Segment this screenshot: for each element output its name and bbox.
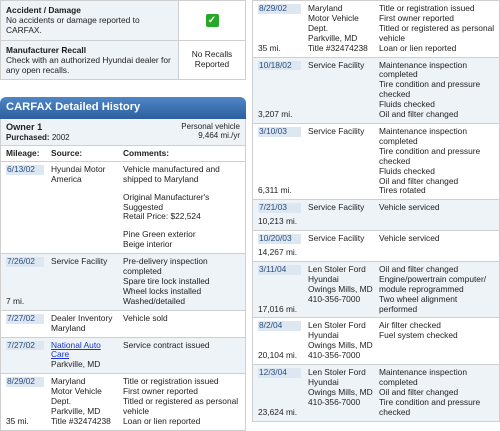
source-line: Maryland [308, 3, 343, 13]
history-record [0, 254, 246, 311]
history-record [252, 1, 500, 58]
comment-line: Titled or registered as personal vehicle [123, 396, 239, 416]
source-line: Owings Mills, MD [308, 386, 373, 397]
source-line: 410-356-7000 [308, 293, 361, 304]
record-source-cell [305, 262, 376, 318]
record-comments-cell [376, 231, 499, 261]
comment-line: Original Manufacturer's Suggested [123, 191, 210, 212]
record-comments-cell [120, 254, 245, 310]
comment-line: Tire condition and pressure checked [379, 396, 481, 417]
source-link[interactable]: National Auto Care [51, 339, 101, 360]
record-mileage-cell [1, 162, 48, 253]
record-mileage-cell [253, 365, 305, 421]
summary-table [0, 0, 246, 80]
owner-row [0, 119, 246, 146]
summary-row-accident [0, 0, 246, 41]
record-date: 3/10/03 [258, 127, 301, 137]
comment-line: Oil and filter changed [379, 175, 459, 186]
source-line: Hyundai Motor America [51, 163, 106, 184]
source-line: Maryland [51, 322, 86, 333]
comment-line: Title or registration issued [379, 3, 475, 13]
record-mileage-cell [253, 58, 305, 123]
record-date: 10/20/03 [258, 234, 301, 244]
record-comments-cell [120, 374, 245, 430]
source-line: Title #32474238 [51, 415, 111, 426]
source-line: Len Stoler Ford Hyundai [308, 263, 366, 284]
record-comments-cell [376, 365, 499, 421]
check-icon: ✓ [206, 14, 219, 27]
record-date: 6/13/02 [6, 165, 44, 175]
record-source-cell [305, 231, 376, 261]
summary-desc: No accidents or damage reported to CARFAX. [6, 14, 140, 35]
history-record [252, 200, 500, 231]
record-source-cell [305, 124, 376, 199]
comment-line: First owner reported [123, 386, 198, 397]
source-line: Parkville, MD [51, 359, 101, 370]
record-odometer: 35 mi. [258, 42, 281, 53]
source-line: Service Facility [308, 125, 365, 136]
record-odometer: 6,311 mi. [258, 185, 292, 196]
right-column [252, 0, 500, 417]
comment-line: Oil and filter changed [379, 386, 459, 397]
summary-value [179, 1, 245, 40]
comment-line: Wheel locks installed [123, 285, 202, 296]
record-mileage-cell [253, 1, 305, 57]
purchased-year: 2002 [51, 132, 70, 142]
source-line: Dept. [308, 22, 329, 33]
history-record [0, 374, 246, 431]
record-source-cell [48, 374, 120, 430]
source-line: Motor Vehicle [308, 12, 359, 23]
record-source-cell [48, 254, 120, 310]
source-line: Title #32474238 [308, 42, 368, 53]
record-comments-cell [376, 124, 499, 199]
source-line: 410-356-7000 [308, 396, 361, 407]
purchased-info [6, 133, 70, 142]
column-headers [0, 146, 246, 162]
record-mileage-cell [253, 200, 305, 230]
record-comments-cell [120, 162, 245, 253]
comment-line: Washed/detailed [123, 295, 186, 306]
comment-line: Maintenance inspection completed [379, 367, 467, 387]
record-odometer: 14,267 mi. [258, 247, 298, 258]
record-comments-cell [376, 1, 499, 57]
record-comments-cell [376, 318, 499, 364]
record-date: 10/18/02 [258, 61, 301, 71]
record-comments-cell [120, 338, 245, 374]
source-line: Owings Mills, MD [308, 340, 373, 351]
comment-line: Pre-delivery inspection completed [123, 256, 208, 277]
record-date: 8/29/02 [258, 4, 301, 14]
vehicle-type: Personal vehicle [181, 121, 240, 131]
comment-line: Oil and filter changed [379, 109, 459, 120]
comment-line: Loan or lien reported [379, 42, 457, 53]
comment-line: First owner reported [379, 12, 454, 23]
record-date: 8/2/04 [258, 321, 301, 331]
record-comments-cell [120, 311, 245, 337]
record-date: 7/27/02 [6, 341, 44, 351]
history-record [0, 162, 246, 254]
comment-line: Fluids checked [379, 99, 435, 110]
history-record [252, 365, 500, 422]
history-record [252, 318, 500, 365]
owner-info [6, 122, 70, 142]
record-date: 7/21/03 [258, 203, 301, 213]
comment-line: Vehicle sold [123, 312, 168, 323]
source-line: Service Facility [308, 59, 365, 70]
record-source-cell [305, 318, 376, 364]
record-mileage-cell [1, 338, 48, 374]
record-comments-cell [376, 58, 499, 123]
comment-line: Air filter checked [379, 320, 441, 331]
record-date: 3/11/04 [258, 265, 301, 275]
source-header: Source: [51, 147, 83, 158]
source-line: Service Facility [308, 233, 365, 244]
source-line: Owings Mills, MD [308, 283, 373, 294]
comment-line: Maintenance inspection completed [379, 59, 467, 80]
right-record-list [252, 0, 500, 422]
comment-line: Loan or lien reported [123, 415, 201, 426]
comments-header: Comments: [123, 147, 170, 158]
owner-usage [181, 122, 240, 142]
history-record [0, 311, 246, 338]
comment-line: Vehicle manufactured and shipped to Maryland [123, 163, 220, 184]
summary-title: Accident / Damage [6, 5, 81, 15]
history-title: CARFAX Detailed History [0, 97, 246, 118]
summary-text [1, 41, 179, 80]
history-record [252, 262, 500, 319]
comment-line: Pine Green exterior [123, 229, 196, 240]
record-comments-cell [376, 262, 499, 318]
record-date: 8/29/02 [6, 377, 44, 387]
source-line: Dealer Inventory [51, 312, 113, 323]
comment-line: Vehicle serviced [379, 233, 440, 244]
record-mileage-cell [253, 124, 305, 199]
source-line: Maryland [51, 376, 86, 387]
record-odometer: 10,213 mi. [258, 216, 298, 227]
comment-line: Titled or registered as personal vehicle [379, 22, 495, 43]
comment-line: Tire condition and pressure checked [379, 79, 481, 100]
record-mileage-cell [253, 231, 305, 261]
summary-value: No Recalls Reported [191, 49, 233, 70]
history-record [252, 58, 500, 124]
record-date: 7/26/02 [6, 257, 44, 267]
comment-line: Maintenance inspection completed [379, 125, 467, 146]
comment-line: Tire condition and pressure checked [379, 145, 481, 166]
record-source-cell [305, 200, 376, 230]
comment-line: Beige interior [123, 239, 173, 250]
comment-line: Title or registration issued [123, 376, 219, 387]
summary-text [1, 1, 179, 40]
comment-line: Retail Price: $22,524 [123, 211, 201, 222]
record-odometer: 7 mi. [6, 295, 25, 306]
record-source-cell [48, 162, 120, 253]
miles-per-year: 9,464 mi./yr [198, 131, 240, 141]
record-mileage-cell [253, 262, 305, 318]
source-line: 410-356-7000 [308, 350, 361, 361]
summary-desc: Check with an authorized Hyundai dealer for any open recalls. [6, 54, 171, 75]
comment-line: Fuel system checked [379, 330, 458, 341]
comment-line: Service contract issued [123, 339, 210, 350]
record-source-cell [48, 311, 120, 337]
record-mileage-cell [253, 318, 305, 364]
record-date: 12/3/04 [258, 368, 301, 378]
record-odometer: 35 mi. [6, 415, 29, 426]
left-record-list [0, 162, 246, 431]
source-line: Service Facility [51, 256, 108, 267]
comment-line: Tires rotated [379, 185, 426, 196]
record-source-cell [305, 58, 376, 123]
comment-line: Engine/powertrain computer/ module reprogrammed [379, 273, 487, 294]
source-line: Len Stoler Ford Hyundai [308, 320, 366, 341]
record-source-cell [305, 1, 376, 57]
comment-line: Vehicle serviced [379, 202, 440, 213]
source-line: Parkville, MD [308, 32, 358, 43]
owner-label: Owner 1 [6, 121, 43, 132]
comment-line: Fluids checked [379, 165, 435, 176]
record-odometer: 3,207 mi. [258, 109, 293, 120]
record-mileage-cell [1, 311, 48, 337]
source-line: Dept. [51, 396, 72, 407]
source-line: Len Stoler Ford Hyundai [308, 367, 366, 387]
summary-title: Manufacturer Recall [6, 44, 87, 55]
record-odometer: 20,104 mi. [258, 350, 298, 361]
record-mileage-cell [1, 254, 48, 310]
left-column [0, 0, 246, 426]
source-line: Service Facility [308, 202, 365, 213]
record-date: 7/27/02 [6, 314, 44, 324]
source-line: Motor Vehicle [51, 386, 102, 397]
comment-line: Spare tire lock installed [123, 276, 210, 287]
record-odometer: 17,016 mi. [258, 303, 298, 314]
summary-row-recall [0, 41, 246, 81]
record-source-cell [305, 365, 376, 421]
record-comments-cell [376, 200, 499, 230]
purchased-label: Purchased: [6, 132, 50, 142]
history-record [252, 231, 500, 262]
history-record [252, 124, 500, 200]
comment-line: Two wheel alignment performed [379, 293, 458, 314]
record-mileage-cell [1, 374, 48, 430]
record-source-cell [48, 338, 120, 374]
source-line: Parkville, MD [51, 405, 101, 416]
mileage-header: Mileage: [6, 147, 40, 158]
comment-line: Oil and filter changed [379, 263, 459, 274]
history-record [0, 338, 246, 375]
record-odometer: 23,624 mi. [258, 406, 298, 417]
